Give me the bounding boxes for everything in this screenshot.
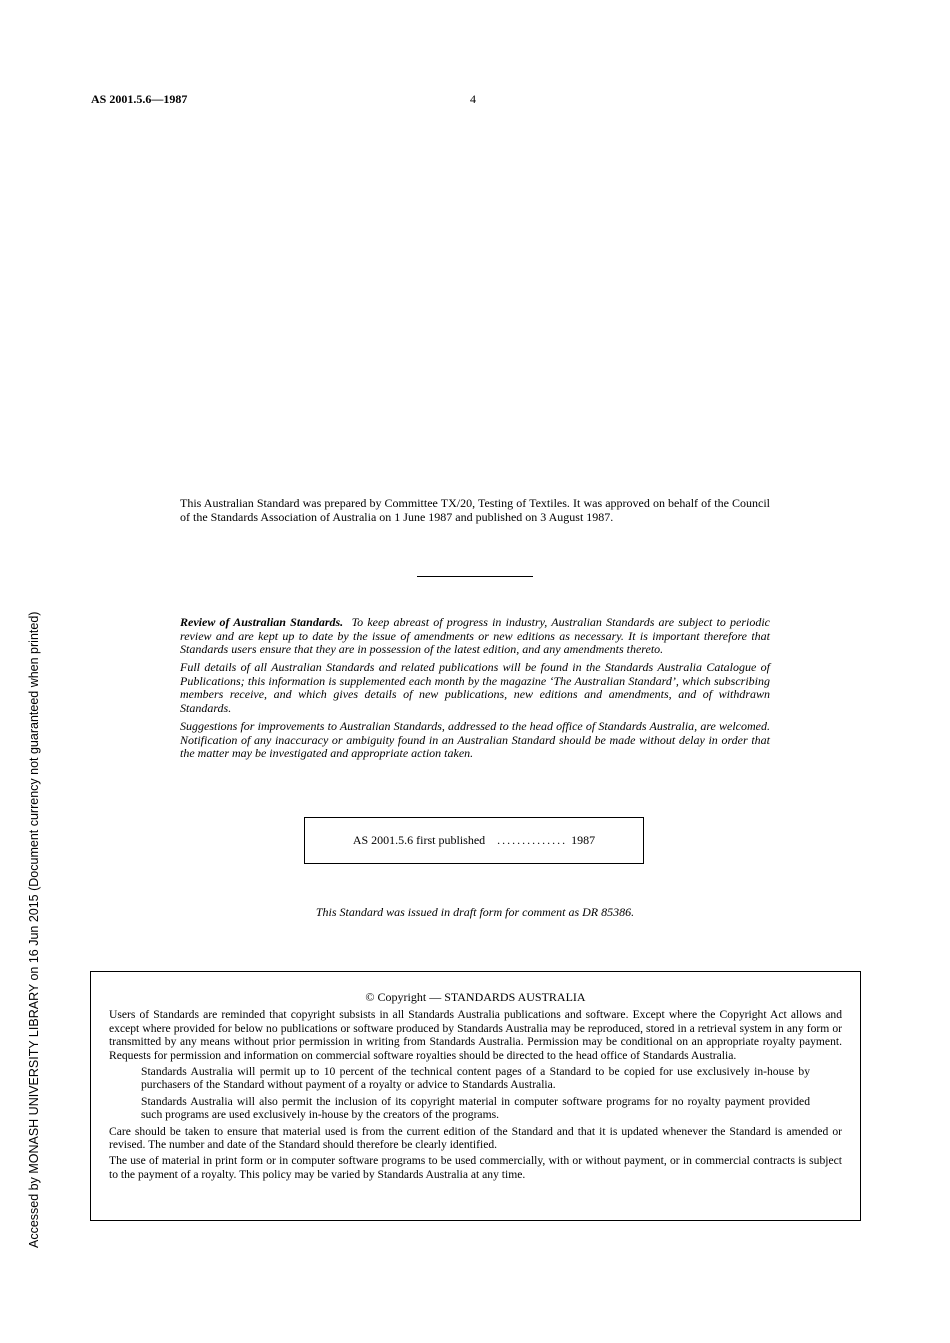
page-number: 4 [470, 92, 476, 106]
review-heading: Review of Australian Standards. [180, 615, 344, 629]
publication-history-box [304, 817, 644, 864]
leader-dots: .............. [497, 833, 568, 847]
copyright-paragraph-3: Standards Australia will also permit the inclusion of its copyright material in computer software programs for no royalty payment provided such programs are used exclusively in-house by the creators of the programs. [141, 1094, 810, 1122]
copyright-paragraph-4: Care should be taken to ensure that material used is from the current edition of the Standard and that it is updated whenever the Standard is amended or revised. The number and date of the Standard should therefore be clearly identified. [109, 1124, 842, 1152]
review-paragraph-3: Suggestions for improvements to Australian Standards, addressed to the head office of Standards Australia, are welcomed. Notification of any inaccuracy or ambiguity found in an Australian Standard should be made without delay in order that the matter may be investigated and appropriate action taken. [180, 719, 770, 761]
publication-label: AS 2001.5.6 first published [352, 833, 486, 847]
copyright-box [90, 971, 861, 1221]
copyright-title: © Copyright — STANDARDS AUSTRALIA [365, 990, 586, 1004]
draft-note: This Standard was issued in draft form for comment as DR 85386. [315, 905, 635, 919]
review-section [180, 616, 770, 765]
preparation-note: This Australian Standard was prepared by Committee TX/20, Testing of Textiles. It was approved on behalf of the Council of the Standards Association of Australia on 1 June 1987 and published on 3 August 1987. [180, 496, 770, 524]
publication-year: 1987 [571, 833, 596, 847]
review-paragraph-1 [180, 616, 770, 657]
copyright-paragraph-1: Users of Standards are reminded that copyright subsists in all Standards Australia publications and software. Except where the Copyright Act allows and except where provided for below no publications or software produced by Standards Australia may be reproduced, stored in a retrieval system in any form or transmitted by any means without prior permission in writing from Standards Australia. Permission may be conditional on an appropriate royalty payment. Requests for permission and information on commercial software royalties should be directed to the head office of Standards Australia. [109, 1008, 842, 1062]
copyright-paragraph-5: The use of material in print form or in computer software programs to be used commercially, with or without payment, or in commercial contracts is subject to the payment of a royalty. This policy may be varied by Standards Australia at any time. [109, 1154, 842, 1181]
document-id: AS 2001.5.6—1987 [91, 92, 188, 106]
review-text: To keep abreast of progress in industry, Australian Standards are subject to periodic review and are kept up to date by the issue of amendments or new editions as necessary. It is important therefore that Standards users ensure that they are in possession of the latest edition, and any amendments thereto. [180, 615, 770, 657]
review-paragraph-2: Full details of all Australian Standards and related publications will be found in the Standards Australia Catalogue of Publications; this information is supplemented each month by the magazine ‘The Australian Standard’, which subscribing members receive, and which gives details of new publications, new editions and amendments, and of withdrawn Standards. [180, 660, 770, 716]
copyright-paragraph-2: Standards Australia will permit up to 10 percent of the technical content pages of a Standard to be copied for use exclusively in-house by purchasers of the Standard without payment of a royalty or advice to Standards Australia. [141, 1065, 810, 1092]
access-stamp: Accessed by MONASH UNIVERSITY LIBRARY on 16 Jun 2015 (Document currency not guaranteed when printed) [27, 611, 41, 1248]
section-divider [417, 576, 533, 577]
